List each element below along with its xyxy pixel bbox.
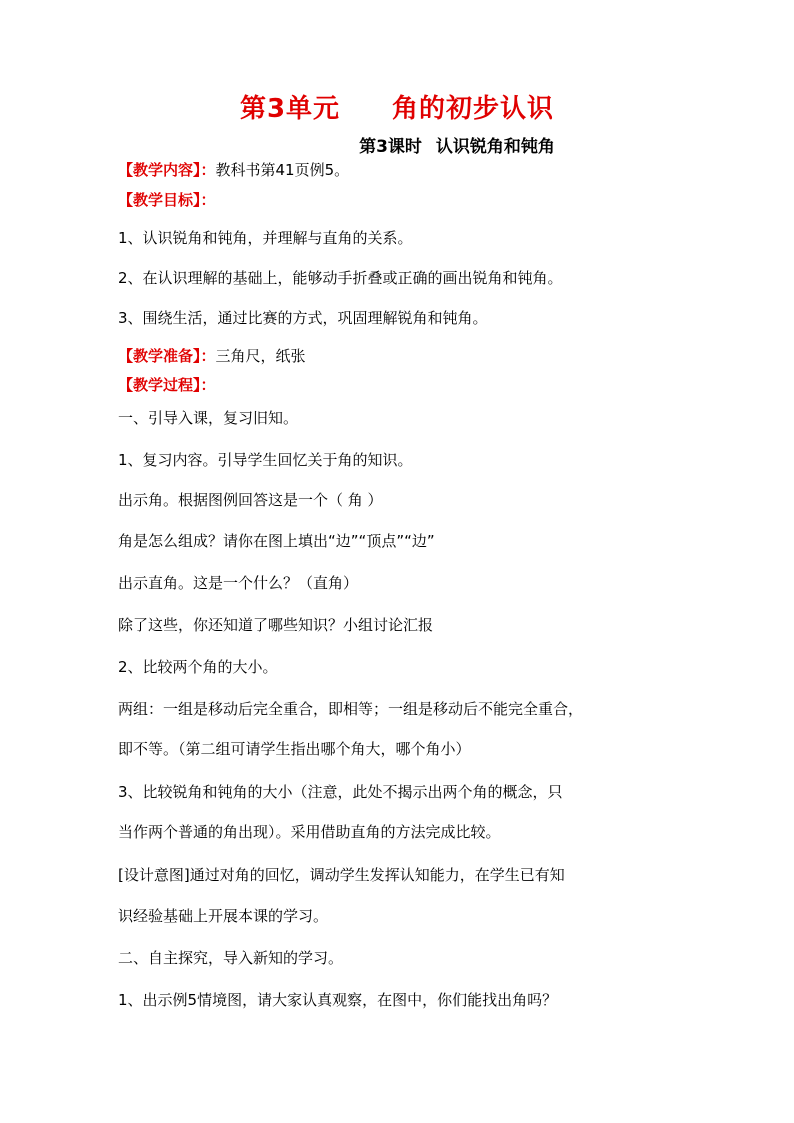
unit-title xyxy=(0,88,794,125)
process-line: 3、比较锐角和钝角的大小（注意，此处不揭示出两个角的概念，只 xyxy=(118,783,563,801)
process-line: 角是怎么组成？请你在图上填出“边”“顶点”“边” xyxy=(118,532,435,550)
teaching-content-line xyxy=(118,160,698,180)
process-line: 当作两个普通的角出现）。采用借助直角的方法完成比较。 xyxy=(118,823,501,841)
process-line: 出示角。根据图例回答这是一个（ 角 ） xyxy=(118,491,383,509)
teaching-preparation-label: 【教学准备】： xyxy=(118,347,216,365)
lesson-number: 第3课时 xyxy=(359,137,422,157)
process-line: 2、比较两个角的大小。 xyxy=(118,658,278,676)
process-line: 1、出示例5情境图，请大家认真观察，在图中，你们能找出角吗？ xyxy=(118,991,558,1009)
process-line: 识经验基础上开展本课的学习。 xyxy=(118,907,329,925)
teaching-objectives-heading xyxy=(118,190,698,210)
teaching-objectives-label: 【教学目标】： xyxy=(118,191,216,209)
process-line: 一、引导入课，复习旧知。 xyxy=(118,409,299,427)
lesson-title xyxy=(120,132,794,157)
lesson-name: 认识锐角和钝角 xyxy=(435,137,555,157)
unit-name: 角的初步认识 xyxy=(392,94,555,124)
objective-item: 2、在认识理解的基础上，能够动手折叠或正确的画出锐角和钝角。 xyxy=(118,269,563,287)
objective-item: 3、围绕生活，通过比赛的方式，巩固理解锐角和钝角。 xyxy=(118,309,488,327)
process-line: 两组：一组是移动后完全重合，即相等；一组是移动后不能完全重合， xyxy=(118,700,584,718)
teaching-preparation-text: 三角尺，纸张 xyxy=(215,347,306,365)
teaching-preparation-line xyxy=(118,346,698,366)
process-line: 1、复习内容。引导学生回忆关于角的知识。 xyxy=(118,451,413,469)
process-line: 即不等。（第二组可请学生指出哪个角大，哪个角小） xyxy=(118,740,471,758)
objective-item: 1、认识锐角和钝角，并理解与直角的关系。 xyxy=(118,229,413,247)
process-line: [设计意图]通过对角的回忆，调动学生发挥认知能力，在学生已有知 xyxy=(118,866,565,884)
teaching-content-text: 教科书第41页例5。 xyxy=(215,161,350,179)
process-line: 除了这些，你还知道了哪些知识？小组讨论汇报 xyxy=(118,616,434,634)
process-line: 二、自主探究，导入新知的学习。 xyxy=(118,949,344,967)
teaching-process-label: 【教学过程】： xyxy=(118,376,216,394)
teaching-content-label: 【教学内容】： xyxy=(118,161,216,179)
teaching-process-heading xyxy=(118,375,698,395)
process-line: 出示直角。这是一个什么？（直角） xyxy=(118,574,359,592)
unit-number: 第3单元 xyxy=(239,94,341,124)
